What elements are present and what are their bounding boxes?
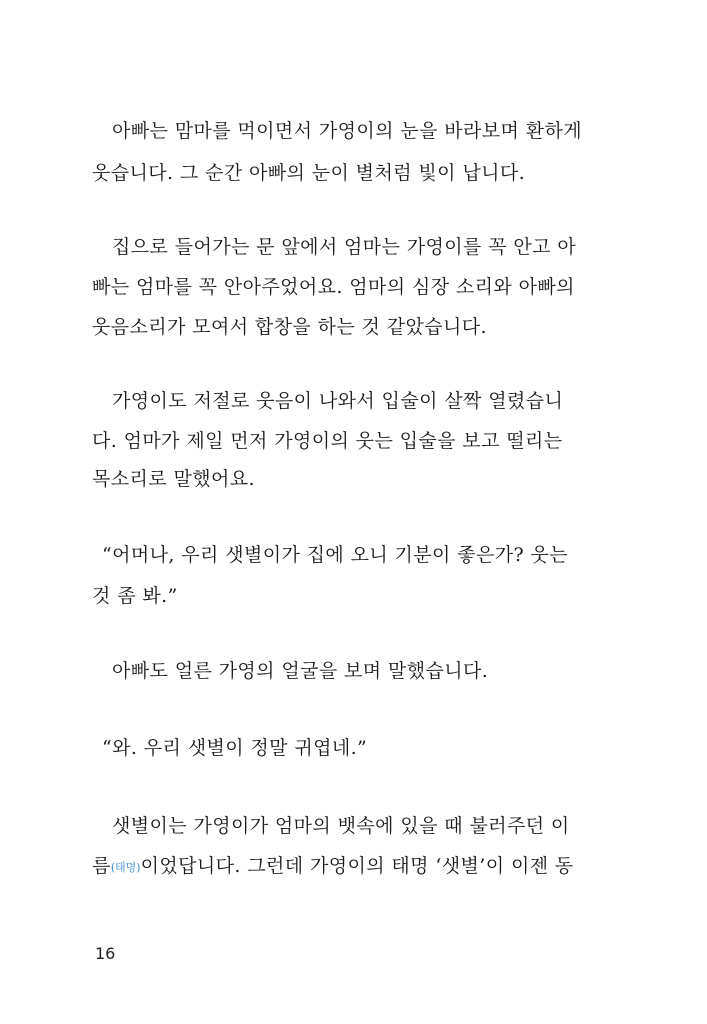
paragraph-7-line-2-end: 이었답니다. 그런데 가영이의 태명 ‘샛별’이 이젠 동 <box>140 855 574 877</box>
paragraph-7-line-1: 샛별이는 가영이가 엄마의 뱃속에 있을 때 불러주던 이 <box>112 815 570 837</box>
paragraph-1-line-1: 아빠는 맘마를 먹이면서 가영이의 눈을 바라보며 환하게 <box>112 120 582 142</box>
paragraph-7-line-2 <box>92 853 592 881</box>
paragraph-1-line-2: 웃습니다. 그 순간 아빠의 눈이 별처럼 빛이 납니다. <box>92 162 526 184</box>
paragraph-4-line-2: 것 좀 봐.” <box>92 585 178 607</box>
paragraph-2-line-3: 웃음소리가 모여서 합창을 하는 것 같았습니다. <box>92 316 487 338</box>
footnote-gloss: (태명) <box>110 861 141 874</box>
paragraph-3-line-1: 가영이도 저절로 웃음이 나와서 입술이 살짝 열렸습니 <box>112 390 564 412</box>
paragraph-2-line-2: 빠는 엄마를 꼭 안아주었어요. 엄마의 심장 소리와 아빠의 <box>92 276 575 298</box>
paragraph-2-line-1: 집으로 들어가는 문 앞에서 엄마는 가영이를 꼭 안고 아 <box>112 236 577 258</box>
paragraph-6-line-1: “와. 우리 샛별이 정말 귀엽네.” <box>102 737 368 759</box>
paragraph-5-line-1: 아빠도 얼른 가영의 얼굴을 보며 말했습니다. <box>112 660 489 682</box>
paragraph-4-line-1: “어머나, 우리 샛별이가 집에 오니 기분이 좋은가? 웃는 <box>102 544 569 566</box>
page-number: 16 <box>95 944 116 963</box>
paragraph-3-line-3: 목소리로 말했어요. <box>92 468 255 490</box>
paragraph-7-line-2-start: 름 <box>92 855 111 877</box>
paragraph-3-line-2: 다. 엄마가 제일 먼저 가영이의 웃는 입술을 보고 떨리는 <box>92 430 563 452</box>
